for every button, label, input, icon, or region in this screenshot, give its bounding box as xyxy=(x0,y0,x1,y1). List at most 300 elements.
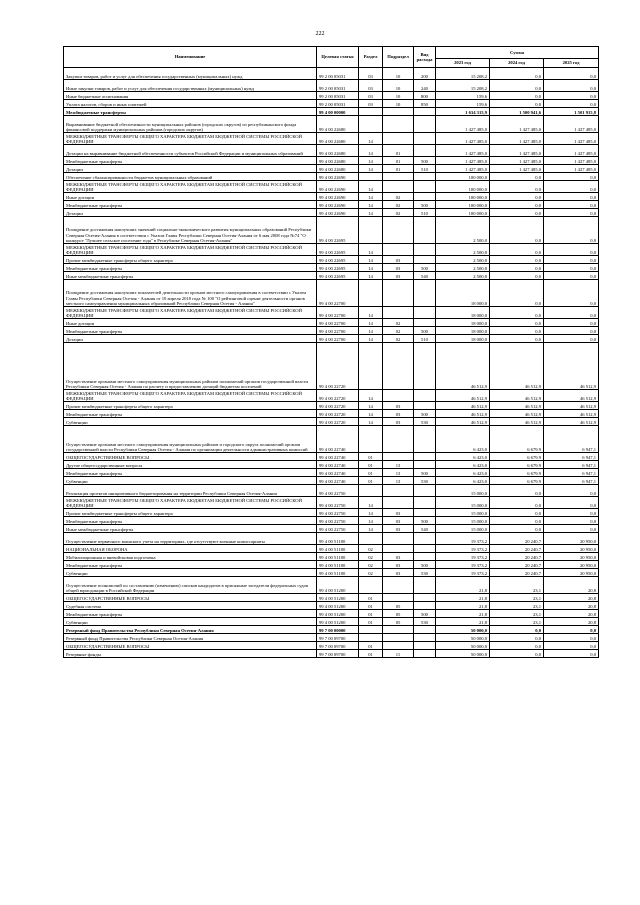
row-expense-type xyxy=(414,509,436,517)
row-subsection: 13 xyxy=(383,477,414,485)
row-value-2024: 0,0 xyxy=(490,68,544,80)
row-subsection: 10 xyxy=(383,80,414,92)
row-value-2025: 0,0 xyxy=(544,181,599,193)
row-value-2023: 19 373,2 xyxy=(436,545,490,553)
row-value-2024: 23,1 xyxy=(490,577,544,594)
row-expense-type xyxy=(414,545,436,553)
row-code: 99 4 00 51180 xyxy=(317,545,359,553)
row-value-2024: 0,0 xyxy=(490,626,544,634)
row-name: Межбюджетные трансферты xyxy=(64,157,317,165)
row-value-2023: 2 500,0 xyxy=(436,256,490,264)
row-expense-type xyxy=(414,453,436,461)
row-section: 14 xyxy=(359,209,383,217)
row-code: 99 4 00 22700 xyxy=(317,327,359,335)
row-value-2024: 20 240,7 xyxy=(490,533,544,545)
row-value-2025: 20,8 xyxy=(544,618,599,626)
row-name: Осуществление полномочий по составлению (изменению) списков кандидатов в присяжные заседатели федеральных судов общей юрисдикции в Российской Федерации xyxy=(64,577,317,594)
header-expense-type: Вид расхода xyxy=(414,47,436,68)
row-expense-type xyxy=(414,602,436,610)
row-subsection: 03 xyxy=(383,525,414,533)
row-subsection xyxy=(383,133,414,145)
row-code: 99 4 00 22690 xyxy=(317,209,359,217)
table-row xyxy=(64,509,599,517)
row-name: Осуществление первичного воинского учета на территориях, где отсутствуют военные комиссариаты xyxy=(64,533,317,545)
row-code: 99 4 00 22680 xyxy=(317,165,359,173)
row-value-2025: 0,0 xyxy=(544,173,599,181)
row-value-2023: 19 373,2 xyxy=(436,533,490,545)
row-code: 99 4 00 00000 xyxy=(317,108,359,116)
row-value-2023: 6 423,0 xyxy=(436,453,490,461)
row-subsection xyxy=(383,426,414,453)
row-name: Субвенции xyxy=(64,618,317,626)
row-value-2023: 15 208,2 xyxy=(436,80,490,92)
row-section xyxy=(359,626,383,634)
row-name: Межбюджетные трансферты xyxy=(64,517,317,525)
header-subsection: Подраздел xyxy=(383,47,414,68)
row-name: Прочие межбюджетные трансферты общего характера xyxy=(64,256,317,264)
row-expense-type xyxy=(414,145,436,157)
row-name: Судебная система xyxy=(64,602,317,610)
row-value-2025: 0,0 xyxy=(544,335,599,343)
row-code: 99 2 00 05031 xyxy=(317,80,359,92)
table-row xyxy=(64,410,599,418)
table-row xyxy=(64,264,599,272)
row-value-2024: 0,0 xyxy=(490,217,544,244)
table-row xyxy=(64,545,599,553)
table-row xyxy=(64,116,599,133)
row-code: 99 4 00 22700 xyxy=(317,280,359,307)
row-expense-type: 530 xyxy=(414,418,436,426)
row-section xyxy=(359,533,383,545)
row-name: Межбюджетные трансферты xyxy=(64,327,317,335)
row-expense-type xyxy=(414,280,436,307)
row-name: Межбюджетные трансферты xyxy=(64,469,317,477)
row-value-2025: 1 427 485,0 xyxy=(544,165,599,173)
row-expense-type xyxy=(414,461,436,469)
row-value-2024: 0,0 xyxy=(490,173,544,181)
row-subsection: 05 xyxy=(383,610,414,618)
row-code: 99 4 00 22695 xyxy=(317,256,359,264)
row-value-2024: 23,1 xyxy=(490,618,544,626)
row-name: Иные бюджетные ассигнования xyxy=(64,92,317,100)
table-row xyxy=(64,165,599,173)
row-expense-type xyxy=(414,244,436,256)
row-value-2024: 46 512,9 xyxy=(490,343,544,390)
row-value-2025: 0,0 xyxy=(544,650,599,658)
row-expense-type: 500 xyxy=(414,410,436,418)
table-row xyxy=(64,193,599,201)
header-code: Целевая статья xyxy=(317,47,359,68)
row-value-2025: 20,8 xyxy=(544,602,599,610)
row-section: 14 xyxy=(359,193,383,201)
table-row xyxy=(64,327,599,335)
row-value-2023: 1 427 485,0 xyxy=(436,116,490,133)
row-name: Дотации xyxy=(64,209,317,217)
row-name: Межбюджетные трансферты xyxy=(64,264,317,272)
row-expense-type: 500 xyxy=(414,327,436,335)
row-section: 14 xyxy=(359,201,383,209)
row-value-2024: 1 427 485,0 xyxy=(490,145,544,157)
row-expense-type xyxy=(414,319,436,327)
table-row xyxy=(64,426,599,453)
table-row xyxy=(64,256,599,264)
row-name: ОБЩЕГОСУДАРСТВЕННЫЕ ВОПРОСЫ xyxy=(64,453,317,461)
header-section: Раздел xyxy=(359,47,383,68)
row-value-2024: 46 512,9 xyxy=(490,418,544,426)
row-name: Дотации xyxy=(64,165,317,173)
row-code: 99 4 00 22695 xyxy=(317,272,359,280)
row-code: 99 4 00 22680 xyxy=(317,145,359,157)
row-value-2023: 21,8 xyxy=(436,610,490,618)
row-value-2023: 100 000,0 xyxy=(436,193,490,201)
row-value-2023: 46 512,9 xyxy=(436,418,490,426)
row-code: 99 4 00 22700 xyxy=(317,335,359,343)
row-value-2023: 6 423,0 xyxy=(436,426,490,453)
row-name: Резервный фонд Правительства Республики Северная Осетия-Алания xyxy=(64,626,317,634)
row-expense-type xyxy=(414,634,436,642)
row-expense-type xyxy=(414,485,436,497)
row-subsection: 03 xyxy=(383,256,414,264)
row-code: 99 4 00 22690 xyxy=(317,193,359,201)
row-code: 99 4 00 22690 xyxy=(317,173,359,181)
row-value-2024: 1 427 485,0 xyxy=(490,116,544,133)
row-name: МЕЖБЮДЖЕТНЫЕ ТРАНСФЕРТЫ ОБЩЕГО ХАРАКТЕРА БЮДЖЕТАМ БЮДЖЕТНОЙ СИСТЕМЫ РОССИЙСКОЙ ФЕДЕРАЦИИ xyxy=(64,133,317,145)
row-expense-type xyxy=(414,193,436,201)
row-section: 14 xyxy=(359,307,383,319)
row-value-2024: 6 679,9 xyxy=(490,426,544,453)
row-expense-type: 510 xyxy=(414,209,436,217)
row-expense-type xyxy=(414,181,436,193)
row-value-2023: 50 000,0 xyxy=(436,650,490,658)
row-section: 14 xyxy=(359,133,383,145)
table-row xyxy=(64,280,599,307)
row-value-2023: 18 000,0 xyxy=(436,335,490,343)
table-row xyxy=(64,201,599,209)
table-row xyxy=(64,209,599,217)
row-code: 99 4 00 22740 xyxy=(317,461,359,469)
table-row xyxy=(64,469,599,477)
row-value-2023: 46 512,9 xyxy=(436,390,490,402)
row-subsection: 03 xyxy=(383,569,414,577)
table-row xyxy=(64,108,599,116)
table-row xyxy=(64,173,599,181)
row-subsection xyxy=(383,307,414,319)
row-code: 99 4 00 22750 xyxy=(317,497,359,509)
row-code: 99 4 00 22740 xyxy=(317,453,359,461)
row-value-2025: 0,0 xyxy=(544,264,599,272)
row-value-2025: 0,0 xyxy=(544,626,599,634)
header-sum: Сумма xyxy=(436,47,599,59)
row-code: 99 2 00 05031 xyxy=(317,100,359,108)
row-code: 99 4 00 51200 xyxy=(317,618,359,626)
table-row xyxy=(64,418,599,426)
row-value-2025: 46 512,9 xyxy=(544,418,599,426)
page-number: 222 xyxy=(315,31,325,37)
row-subsection xyxy=(383,594,414,602)
table-row xyxy=(64,553,599,561)
row-value-2025: 20 950,0 xyxy=(544,569,599,577)
row-section: 03 xyxy=(359,100,383,108)
row-value-2023: 15 208,2 xyxy=(436,68,490,80)
row-name: Поощрение достижения наилучших значений социально-экономического развития муниципальных образований Республики Северная Осетия-Алания в соответствии с Указом Главы Республики Северная Осетия-Алания от 6 мая 2008 года №74 "О конкурсе "Лучшее сельское поселение года" в Республике Северная Осетия-Алания" xyxy=(64,217,317,244)
row-expense-type xyxy=(414,343,436,390)
row-subsection xyxy=(383,545,414,553)
row-subsection xyxy=(383,343,414,390)
row-code: 99 4 00 51180 xyxy=(317,533,359,545)
row-value-2024: 1 427 485,0 xyxy=(490,157,544,165)
row-value-2023: 19 373,2 xyxy=(436,569,490,577)
row-expense-type: 500 xyxy=(414,610,436,618)
row-section: 01 xyxy=(359,461,383,469)
row-name: Другие общегосударственные вопросы xyxy=(64,461,317,469)
row-subsection: 02 xyxy=(383,327,414,335)
row-subsection: 02 xyxy=(383,319,414,327)
row-code: 99 4 00 22700 xyxy=(317,307,359,319)
row-value-2025: 20,8 xyxy=(544,610,599,618)
row-expense-type: 800 xyxy=(414,92,436,100)
row-section: 01 xyxy=(359,642,383,650)
row-value-2023: 100 000,0 xyxy=(436,181,490,193)
row-code: 99 4 00 22720 xyxy=(317,390,359,402)
row-section: 01 xyxy=(359,594,383,602)
row-value-2023: 1 634 315,9 xyxy=(436,108,490,116)
table-row xyxy=(64,525,599,533)
row-value-2024: 20 240,7 xyxy=(490,561,544,569)
row-value-2023: 21,8 xyxy=(436,602,490,610)
row-code: 99 4 00 22720 xyxy=(317,343,359,390)
row-code: 99 4 00 51180 xyxy=(317,569,359,577)
row-value-2024: 0,0 xyxy=(490,193,544,201)
row-code: 99 7 00 09700 xyxy=(317,650,359,658)
row-subsection: 10 xyxy=(383,100,414,108)
row-section: 14 xyxy=(359,272,383,280)
row-name: Иные межбюджетные трансферты xyxy=(64,272,317,280)
row-value-2025: 0,0 xyxy=(544,517,599,525)
row-code: 99 4 00 22700 xyxy=(317,319,359,327)
row-value-2024: 1 427 485,0 xyxy=(490,165,544,173)
row-value-2024: 0,0 xyxy=(490,209,544,217)
row-expense-type: 850 xyxy=(414,100,436,108)
row-value-2023: 159,6 xyxy=(436,92,490,100)
row-section: 14 xyxy=(359,181,383,193)
row-expense-type: 540 xyxy=(414,272,436,280)
header-year-2023: 2023 год xyxy=(436,59,490,68)
row-section: 14 xyxy=(359,327,383,335)
row-expense-type xyxy=(414,533,436,545)
row-section xyxy=(359,343,383,390)
row-subsection: 02 xyxy=(383,209,414,217)
table-row xyxy=(64,181,599,193)
row-name: МЕЖБЮДЖЕТНЫЕ ТРАНСФЕРТЫ ОБЩЕГО ХАРАКТЕРА БЮДЖЕТАМ БЮДЖЕТНОЙ СИСТЕМЫ РОССИЙСКОЙ ФЕДЕРАЦИИ xyxy=(64,181,317,193)
row-name: Обеспечение сбалансированности бюджетов муниципальных образований xyxy=(64,173,317,181)
row-value-2023: 21,8 xyxy=(436,577,490,594)
row-code: 99 4 00 51200 xyxy=(317,610,359,618)
row-name: Иные дотации xyxy=(64,193,317,201)
table-row xyxy=(64,602,599,610)
row-code: 99 4 00 51200 xyxy=(317,602,359,610)
row-value-2023: 50 000,0 xyxy=(436,642,490,650)
row-value-2024: 0,0 xyxy=(490,642,544,650)
row-value-2025: 0,0 xyxy=(544,319,599,327)
row-expense-type xyxy=(414,402,436,410)
row-section: 14 xyxy=(359,402,383,410)
row-subsection: 03 xyxy=(383,553,414,561)
row-code: 99 4 00 22695 xyxy=(317,264,359,272)
table-row xyxy=(64,80,599,92)
row-value-2023: 15 000,0 xyxy=(436,525,490,533)
row-expense-type: 500 xyxy=(414,469,436,477)
row-value-2025: 46 512,9 xyxy=(544,343,599,390)
row-section: 14 xyxy=(359,256,383,264)
row-value-2024: 20 240,7 xyxy=(490,545,544,553)
row-value-2023: 46 512,9 xyxy=(436,410,490,418)
row-value-2024: 0,0 xyxy=(490,92,544,100)
row-value-2025: 1 501 915,8 xyxy=(544,108,599,116)
row-section xyxy=(359,426,383,453)
row-value-2025: 0,0 xyxy=(544,209,599,217)
row-code: 99 4 00 51200 xyxy=(317,577,359,594)
row-value-2024: 0,0 xyxy=(490,272,544,280)
row-value-2023: 6 423,0 xyxy=(436,477,490,485)
row-name: МЕЖБЮДЖЕТНЫЕ ТРАНСФЕРТЫ ОБЩЕГО ХАРАКТЕРА БЮДЖЕТАМ БЮДЖЕТНОЙ СИСТЕМЫ РОССИЙСКОЙ ФЕДЕРАЦИИ xyxy=(64,497,317,509)
row-expense-type xyxy=(414,173,436,181)
row-name: Иные дотации xyxy=(64,319,317,327)
row-value-2023: 21,8 xyxy=(436,594,490,602)
row-value-2024: 0,0 xyxy=(490,335,544,343)
row-name: Резервный фонд Правительства Республики Северная Осетия-Алания xyxy=(64,634,317,642)
header-year-2024: 2024 год xyxy=(490,59,544,68)
row-subsection: 03 xyxy=(383,517,414,525)
row-value-2023: 1 427 485,0 xyxy=(436,133,490,145)
row-name: Субвенции xyxy=(64,569,317,577)
row-expense-type xyxy=(414,594,436,602)
row-value-2025: 6 947,1 xyxy=(544,469,599,477)
row-value-2025: 20 950,0 xyxy=(544,561,599,569)
row-section: 14 xyxy=(359,145,383,157)
row-value-2025: 0,0 xyxy=(544,68,599,80)
row-name: Межбюджетные трансферты xyxy=(64,108,317,116)
row-subsection xyxy=(383,390,414,402)
row-expense-type: 500 xyxy=(414,157,436,165)
row-value-2023: 6 423,0 xyxy=(436,469,490,477)
row-name: Реализация проектов инициативного бюджетирования на территории Республики Северная Осетия-Алания xyxy=(64,485,317,497)
row-expense-type xyxy=(414,553,436,561)
row-value-2023: 15 000,0 xyxy=(436,509,490,517)
row-expense-type xyxy=(414,116,436,133)
row-section xyxy=(359,485,383,497)
row-expense-type xyxy=(414,577,436,594)
row-section: 14 xyxy=(359,418,383,426)
row-value-2024: 46 512,9 xyxy=(490,402,544,410)
header-name: Наименование xyxy=(64,47,317,68)
row-code: 99 4 00 22740 xyxy=(317,469,359,477)
table-row xyxy=(64,517,599,525)
table-row xyxy=(64,343,599,390)
row-code: 99 4 00 22740 xyxy=(317,426,359,453)
row-value-2023: 100 000,0 xyxy=(436,201,490,209)
row-subsection: 10 xyxy=(383,68,414,80)
row-section: 14 xyxy=(359,335,383,343)
row-value-2024: 0,0 xyxy=(490,634,544,642)
row-subsection: 03 xyxy=(383,410,414,418)
row-value-2024: 6 679,9 xyxy=(490,477,544,485)
row-value-2024: 1 500 941,6 xyxy=(490,108,544,116)
row-code: 99 4 00 22695 xyxy=(317,217,359,244)
row-subsection xyxy=(383,497,414,509)
row-section xyxy=(359,634,383,642)
row-subsection: 02 xyxy=(383,335,414,343)
row-code: 99 4 00 22695 xyxy=(317,244,359,256)
row-value-2025: 0,0 xyxy=(544,642,599,650)
row-value-2023: 50 000,0 xyxy=(436,626,490,634)
row-section: 01 xyxy=(359,610,383,618)
row-value-2024: 0,0 xyxy=(490,201,544,209)
row-value-2025: 0,0 xyxy=(544,100,599,108)
table-row xyxy=(64,145,599,157)
row-name: Межбюджетные трансферты xyxy=(64,610,317,618)
table-row xyxy=(64,272,599,280)
row-value-2025: 1 427 485,0 xyxy=(544,133,599,145)
row-value-2024: 0,0 xyxy=(490,319,544,327)
table-row xyxy=(64,453,599,461)
row-name: Уплата налогов, сборов и иных платежей xyxy=(64,100,317,108)
row-code: 99 4 00 22720 xyxy=(317,402,359,410)
row-expense-type xyxy=(414,390,436,402)
row-value-2023: 2 500,0 xyxy=(436,272,490,280)
row-subsection xyxy=(383,642,414,650)
row-value-2023: 100 000,0 xyxy=(436,173,490,181)
row-section xyxy=(359,108,383,116)
row-code: 99 7 00 09700 xyxy=(317,642,359,650)
row-code: 99 7 00 00000 xyxy=(317,626,359,634)
row-value-2023: 50 000,0 xyxy=(436,634,490,642)
row-subsection xyxy=(383,108,414,116)
table-row xyxy=(64,390,599,402)
row-name: ОБЩЕГОСУДАРСТВЕННЫЕ ВОПРОСЫ xyxy=(64,642,317,650)
row-value-2024: 23,1 xyxy=(490,610,544,618)
row-section: 01 xyxy=(359,602,383,610)
row-value-2025: 46 512,9 xyxy=(544,402,599,410)
table-row xyxy=(64,319,599,327)
table-row xyxy=(64,650,599,658)
row-subsection: 03 xyxy=(383,264,414,272)
row-expense-type: 500 xyxy=(414,201,436,209)
row-value-2025: 6 947,1 xyxy=(544,477,599,485)
row-subsection: 13 xyxy=(383,469,414,477)
row-code: 99 4 00 22680 xyxy=(317,133,359,145)
row-expense-type: 240 xyxy=(414,80,436,92)
row-subsection xyxy=(383,626,414,634)
row-value-2023: 15 000,0 xyxy=(436,497,490,509)
row-code: 99 4 00 22750 xyxy=(317,485,359,497)
table-row xyxy=(64,485,599,497)
row-value-2025: 0,0 xyxy=(544,244,599,256)
row-value-2024: 0,0 xyxy=(490,181,544,193)
row-expense-type: 540 xyxy=(414,525,436,533)
row-code: 99 2 00 05031 xyxy=(317,68,359,80)
row-value-2025: 6 947,1 xyxy=(544,453,599,461)
row-subsection: 03 xyxy=(383,402,414,410)
table-body xyxy=(64,68,599,658)
row-expense-type: 500 xyxy=(414,561,436,569)
row-expense-type: 530 xyxy=(414,569,436,577)
row-subsection xyxy=(383,280,414,307)
row-value-2024: 0,0 xyxy=(490,264,544,272)
row-value-2024: 46 512,9 xyxy=(490,410,544,418)
row-name: Субвенции xyxy=(64,418,317,426)
row-value-2025: 20 950,0 xyxy=(544,553,599,561)
row-subsection: 10 xyxy=(383,92,414,100)
